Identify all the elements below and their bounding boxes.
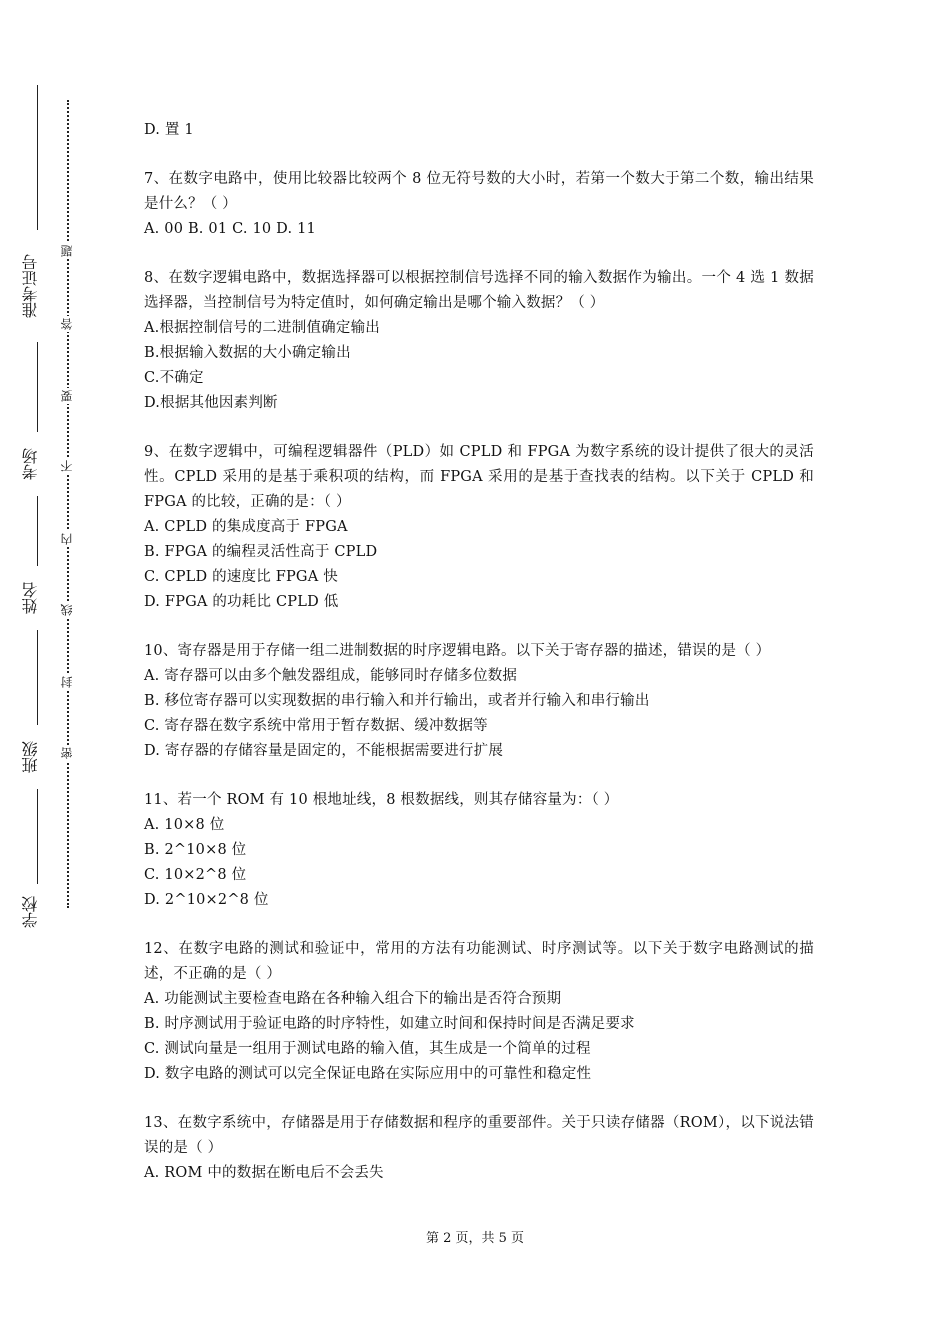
option-text: B. 移位寄存器可以实现数据的串行输入和并行输出，或者并行输入和串行输出 — [144, 693, 650, 709]
lead-option-block — [144, 118, 814, 143]
option-text: B. 2^10×8 位 — [144, 842, 247, 858]
exam-content — [144, 118, 814, 1210]
option-text: D.根据其他因素判断 — [144, 395, 278, 411]
option-text: C. 测试向量是一组用于测试电路的输入值，其生成是一个简单的过程 — [144, 1041, 591, 1057]
option-text: D. FPGA 的功耗比 CPLD 低 — [144, 594, 339, 610]
seal-word: 线 — [60, 604, 74, 616]
seal-word: 要 — [60, 390, 74, 402]
option-text: A. ROM 中的数据在断电后不会丢失 — [144, 1165, 384, 1181]
option-text: A.根据控制信号的二进制值确定输出 — [144, 320, 380, 336]
field-school: 学校 — [21, 896, 40, 928]
option-text: A. 寄存器可以由多个触发器组成，能够同时存储多位数据 — [144, 668, 518, 684]
seal-word: 不 — [60, 460, 74, 472]
field-class: 班级 — [21, 741, 40, 773]
question-stem: 10、寄存器是用于存储一组二进制数据的时序逻辑电路。以下关于寄存器的描述，错误的是（ ） — [144, 643, 771, 659]
field-name: 姓名 — [21, 582, 40, 614]
option-text: B. FPGA 的编程灵活性高于 CPLD — [144, 544, 378, 560]
question-10 — [144, 639, 814, 764]
question-11 — [144, 788, 814, 913]
question-stem: 11、若一个 ROM 有 10 根地址线，8 根数据线，则其存储容量为：（ ） — [144, 792, 619, 808]
option-text: D. 2^10×2^8 位 — [144, 892, 269, 908]
question-12 — [144, 937, 814, 1087]
option-text: D. 置 1 — [144, 122, 194, 138]
option-text: D. 数字电路的测试可以完全保证电路在实际应用中的可靠性和稳定性 — [144, 1066, 592, 1082]
field-exam-number: 准考证号 — [21, 254, 40, 318]
question-8 — [144, 266, 814, 416]
option-text: A. 功能测试主要检查电路在各种输入组合下的输出是否符合预期 — [144, 991, 562, 1007]
seal-word: 密 — [60, 747, 74, 759]
binding-line — [37, 342, 38, 432]
question-stem: 9、在数字逻辑中，可编程逻辑器件（PLD）如 CPLD 和 FPGA 为数字系统的设计提供了很大的灵活性。CPLD 采用的是基于乘积项的结构，而 FPGA 采用的是基于查找表的结构。以下关于 CPLD 和 FPGA 的比较，正确的是：（ ） — [144, 444, 814, 510]
question-9 — [144, 440, 814, 615]
field-exam-room: 考场 — [21, 448, 40, 480]
option-text: A. 10×8 位 — [144, 817, 225, 833]
binding-margin — [0, 0, 100, 1344]
seal-word: 题 — [60, 245, 74, 257]
question-stem: 7、在数字电路中，使用比较器比较两个 8 位无符号数的大小时，若第一个数大于第二个数，输出结果是什么？（ ） — [144, 171, 814, 212]
page-footer: 第 2 页，共 5 页 — [425, 1231, 525, 1246]
seal-dotted-line — [67, 100, 69, 908]
option-text: A. CPLD 的集成度高于 FPGA — [144, 519, 348, 535]
question-stem: 12、在数字电路的测试和验证中，常用的方法有功能测试、时序测试等。以下关于数字电路测试的描述，不正确的是（ ） — [144, 941, 814, 982]
option-text: D. 寄存器的存储容量是固定的，不能根据需要进行扩展 — [144, 743, 504, 759]
option-text: C. 寄存器在数字系统中常用于暂存数据、缓冲数据等 — [144, 718, 488, 734]
binding-line — [37, 789, 38, 884]
binding-line — [37, 630, 38, 725]
question-stem: 13、在数字系统中，存储器是用于存储数据和程序的重要部件。关于只读存储器（ROM），以下说法错误的是（ ） — [144, 1115, 814, 1156]
option-text: B. 时序测试用于验证电路的时序特性，如建立时间和保持时间是否满足要求 — [144, 1016, 635, 1032]
question-7 — [144, 167, 814, 242]
option-text: C.不确定 — [144, 370, 204, 386]
seal-word: 内 — [60, 533, 74, 545]
seal-word: 答 — [60, 318, 74, 330]
seal-word: 封 — [60, 676, 74, 688]
binding-line — [37, 496, 38, 566]
binding-line — [37, 85, 38, 230]
option-text: A. 00 B. 01 C. 10 D. 11 — [144, 221, 316, 237]
option-text: C. CPLD 的速度比 FPGA 快 — [144, 569, 338, 585]
option-text: B.根据输入数据的大小确定输出 — [144, 345, 351, 361]
question-13 — [144, 1111, 814, 1186]
option-text: C. 10×2^8 位 — [144, 867, 247, 883]
question-stem: 8、在数字逻辑电路中，数据选择器可以根据控制信号选择不同的输入数据作为输出。一个 4 选 1 数据选择器，当控制信号为特定值时，如何确定输出是哪个输入数据？（ ） — [144, 270, 814, 311]
